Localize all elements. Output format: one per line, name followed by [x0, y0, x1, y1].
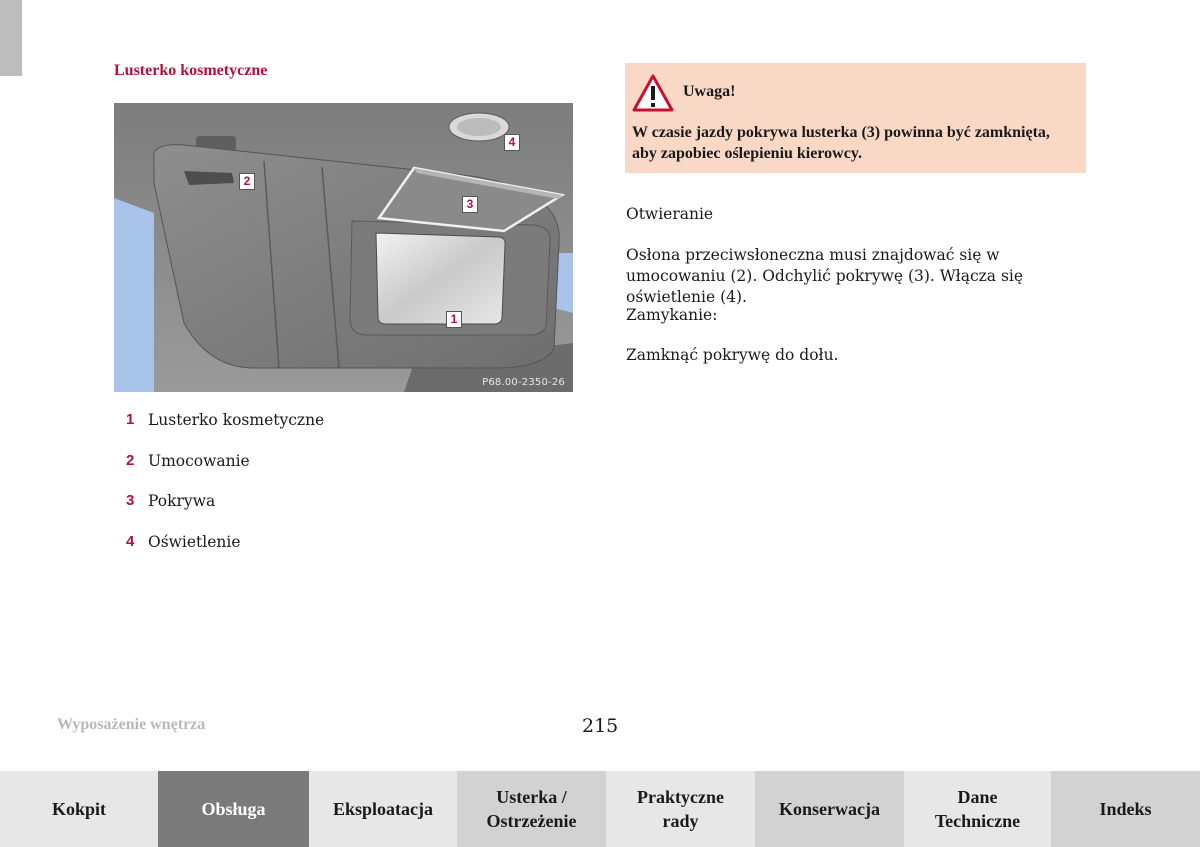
callout-4: 4 [504, 134, 520, 151]
legend-item [126, 491, 324, 532]
sun-visor-illustration [114, 103, 573, 392]
footer-section-name: Wyposażenie wnętrza [57, 716, 206, 733]
opening-text: Osłona przeciwsłoneczna musi znajdować się w umocowaniu (2). Odchylić pokrywę (3). Włącza się oświetlenie (4). [626, 246, 1024, 306]
legend-text: Umocowanie [148, 451, 250, 470]
tab-dane-techniczne[interactable]: Dane Techniczne [904, 771, 1051, 847]
callout-2: 2 [239, 173, 255, 190]
legend-list [126, 410, 324, 572]
page-number: 215 [582, 715, 619, 737]
callout-1: 1 [446, 311, 462, 328]
figure-code: P68.00-2350-26 [482, 377, 565, 388]
closing-text: Zamknąć pokrywę do dołu. [626, 346, 839, 364]
legend-number: 1 [126, 411, 135, 428]
closing-heading: Zamykanie: [626, 306, 718, 324]
tab-indeks[interactable]: Indeks [1051, 771, 1200, 847]
callout-3: 3 [462, 196, 478, 213]
legend-text: Lusterko kosmetyczne [148, 411, 325, 429]
tab-konserwacja[interactable]: Konserwacja [755, 771, 904, 847]
tab-eksploatacja[interactable]: Eksploatacja [309, 771, 457, 847]
legend-text: Pokrywa [148, 492, 216, 510]
tab-praktyczne-rady[interactable]: Praktyczne rady [606, 771, 755, 847]
legend-number: 4 [126, 532, 135, 550]
legend-item [126, 410, 324, 451]
tab-obsluga[interactable]: Obsługa [158, 771, 309, 847]
corner-tab [0, 0, 22, 76]
warning-text: W czasie jazdy pokrywa lusterka (3) powinna być zamknięta, aby zapobiec oślepieniu kierowcy. [632, 124, 1050, 162]
legend-number: 2 [126, 451, 135, 469]
legend-text: Oświetlenie [148, 532, 241, 551]
opening-heading: Otwieranie [626, 205, 714, 223]
legend-item [126, 532, 324, 573]
chapter-tabs [0, 771, 1200, 847]
warning-heading: Uwaga! [683, 83, 736, 100]
warning-box [625, 63, 1086, 173]
section-title: Lusterko kosmetyczne [114, 62, 268, 79]
legend-item [126, 451, 324, 492]
tab-usterka-ostrzezenie[interactable]: Usterka / Ostrzeżenie [457, 771, 606, 847]
tab-kokpit[interactable]: Kokpit [0, 771, 158, 847]
legend-number: 3 [126, 492, 135, 509]
warning-triangle-icon [631, 73, 675, 113]
